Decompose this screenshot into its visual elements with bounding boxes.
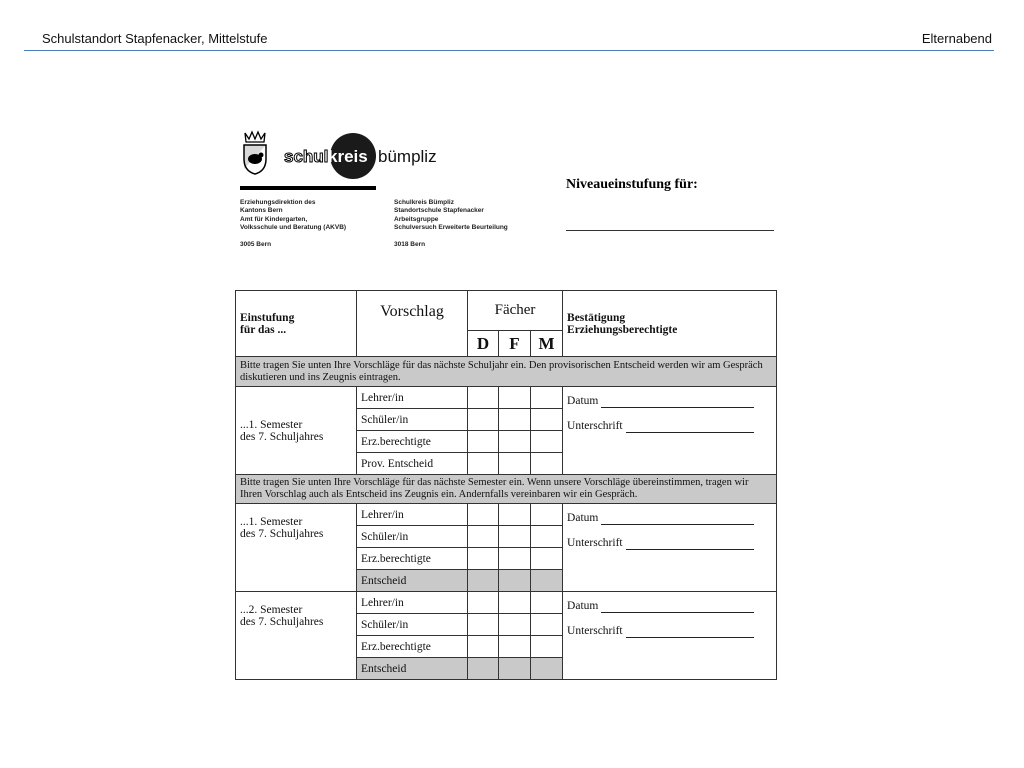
address-line: Schulversuch Erweiterte Beurteilung: [394, 223, 508, 231]
grade-input-f[interactable]: [499, 592, 531, 614]
address-line: Standortschule Stapfenacker: [394, 207, 484, 215]
header-einstufung-line2: für das ...: [240, 323, 287, 336]
role-label: Lehrer/in: [357, 504, 468, 526]
role-label: Erz.berechtigte: [357, 636, 468, 658]
scanned-form-document: [232, 125, 780, 682]
zip-left: 3005 Bern: [240, 241, 272, 248]
decision-cell-d: [468, 658, 499, 680]
decision-cell-f: [499, 658, 531, 680]
period-cell: [236, 592, 357, 680]
subject-d: D: [468, 331, 499, 357]
period-cell: [236, 504, 357, 592]
grade-input-f[interactable]: [499, 409, 531, 431]
logo-text-kreis: kreis: [328, 147, 368, 166]
unterschrift-label: Unterschrift: [567, 420, 623, 432]
unterschrift-line[interactable]: [626, 420, 754, 433]
header-bestaetigung-line2: Erziehungsberechtigte: [567, 323, 678, 336]
period-line1: ...1. Semester: [240, 516, 303, 528]
datum-line[interactable]: [601, 395, 754, 408]
grade-input-m[interactable]: [531, 636, 563, 658]
period-line1: ...1. Semester: [240, 418, 303, 431]
role-label: Prov. Entscheid: [357, 453, 468, 475]
grade-input-d[interactable]: [468, 409, 499, 431]
grade-input-f[interactable]: [499, 387, 531, 409]
unterschrift-label: Unterschrift: [567, 537, 623, 549]
header-einstufung-line1: Einstufung: [240, 311, 295, 324]
datum-label: Datum: [567, 600, 599, 612]
grade-input-m[interactable]: [531, 409, 563, 431]
address-line: Kantons Bern: [240, 207, 283, 215]
instruction-banner-2: Bitte tragen Sie unten Ihre Vorschläge für das nächste Semester ein. Wenn unsere Vorschläge übereinstimmen, tragen wir Ihren Vorschlag auch als Entscheid ins Zeugnis ein. Andernfalls vereinbaren wir ein Gespräch.: [236, 475, 777, 504]
einstufung-form-table: [235, 290, 777, 680]
period-line2: des 7. Schuljahres: [240, 528, 324, 540]
unterschrift-line[interactable]: [626, 537, 754, 550]
address-line: Schulkreis Bümpliz: [394, 199, 454, 206]
zip-right: 3018 Bern: [394, 241, 426, 248]
logo-underline-bar: [240, 186, 376, 190]
grade-input-d[interactable]: [468, 592, 499, 614]
signature-cell: [563, 387, 777, 475]
signature-cell: [563, 504, 777, 592]
grade-input-f[interactable]: [499, 431, 531, 453]
period-cell: [236, 387, 357, 475]
grade-input-m[interactable]: [531, 453, 563, 475]
slide-header-title: Schulstandort Stapfenacker, Mittelstufe: [42, 31, 268, 46]
grade-input-f[interactable]: [499, 614, 531, 636]
subject-f: F: [499, 331, 531, 357]
grade-input-f[interactable]: [499, 636, 531, 658]
period-line2: des 7. Schuljahres: [240, 616, 324, 628]
datum-line[interactable]: [601, 512, 754, 525]
grade-input-m[interactable]: [531, 504, 563, 526]
decision-cell-d: [468, 570, 499, 592]
grade-input-d[interactable]: [468, 431, 499, 453]
header-bestaetigung-line1: Bestätigung: [567, 311, 626, 324]
niveau-name-line: [566, 230, 774, 231]
grade-input-d[interactable]: [468, 387, 499, 409]
role-label: Entscheid: [357, 570, 468, 592]
period-line2: des 7. Schuljahres: [240, 430, 324, 443]
grade-input-d[interactable]: [468, 614, 499, 636]
header-vorschlag: Vorschlag: [357, 291, 468, 357]
role-label: Schüler/in: [357, 526, 468, 548]
address-line: Volksschule und Beratung (AKVB): [240, 223, 347, 231]
decision-cell-m: [531, 570, 563, 592]
logo-text-bumpliz: bümpliz: [378, 147, 437, 166]
role-label: Erz.berechtigte: [357, 548, 468, 570]
grade-input-d[interactable]: [468, 526, 499, 548]
grade-input-m[interactable]: [531, 592, 563, 614]
instruction-banner-1: Bitte tragen Sie unten Ihre Vorschläge für das nächste Schuljahr ein. Den provisorischen Entscheid werden wir am Gespräch diskutieren und ins Zeugnis eintragen.: [236, 357, 777, 387]
grade-input-m[interactable]: [531, 431, 563, 453]
signature-cell: [563, 592, 777, 680]
logo-text-schul: schul: [284, 147, 329, 166]
header-faecher: Fächer: [468, 291, 563, 331]
decision-cell-f: [499, 570, 531, 592]
grade-input-m[interactable]: [531, 387, 563, 409]
grade-input-d[interactable]: [468, 636, 499, 658]
grade-input-f[interactable]: [499, 526, 531, 548]
role-label: Lehrer/in: [357, 387, 468, 409]
grade-input-m[interactable]: [531, 614, 563, 636]
datum-label: Datum: [567, 512, 599, 524]
sender-address-left: [240, 199, 346, 232]
header-divider: [24, 50, 994, 51]
datum-line[interactable]: [601, 600, 754, 613]
role-label: Schüler/in: [357, 614, 468, 636]
grade-input-d[interactable]: [468, 504, 499, 526]
grade-input-d[interactable]: [468, 548, 499, 570]
period-line1: ...2. Semester: [240, 604, 303, 616]
datum-label: Datum: [567, 395, 599, 407]
header-bestaetigung: [563, 291, 777, 357]
sender-address-right: [394, 199, 508, 232]
niveau-title: Niveaueinstufung für:: [566, 177, 698, 192]
grade-input-m[interactable]: [531, 526, 563, 548]
grade-input-f[interactable]: [499, 548, 531, 570]
grade-input-f[interactable]: [499, 453, 531, 475]
role-label: Entscheid: [357, 658, 468, 680]
decision-cell-m: [531, 658, 563, 680]
grade-input-d[interactable]: [468, 453, 499, 475]
role-label: Erz.berechtigte: [357, 431, 468, 453]
role-label: Schüler/in: [357, 409, 468, 431]
grade-input-m[interactable]: [531, 548, 563, 570]
unterschrift-label: Unterschrift: [567, 625, 623, 637]
grade-input-f[interactable]: [499, 504, 531, 526]
address-line: Amt für Kindergarten,: [240, 215, 308, 223]
header-einstufung: [236, 291, 357, 357]
address-line: Arbeitsgruppe: [394, 215, 439, 223]
bern-crest-icon: [240, 129, 270, 175]
slide-header-event: Elternabend: [921, 31, 992, 46]
address-line: Erziehungsdirektion des: [240, 199, 316, 206]
unterschrift-line[interactable]: [626, 625, 754, 638]
subject-m: M: [531, 331, 563, 357]
role-label: Lehrer/in: [357, 592, 468, 614]
